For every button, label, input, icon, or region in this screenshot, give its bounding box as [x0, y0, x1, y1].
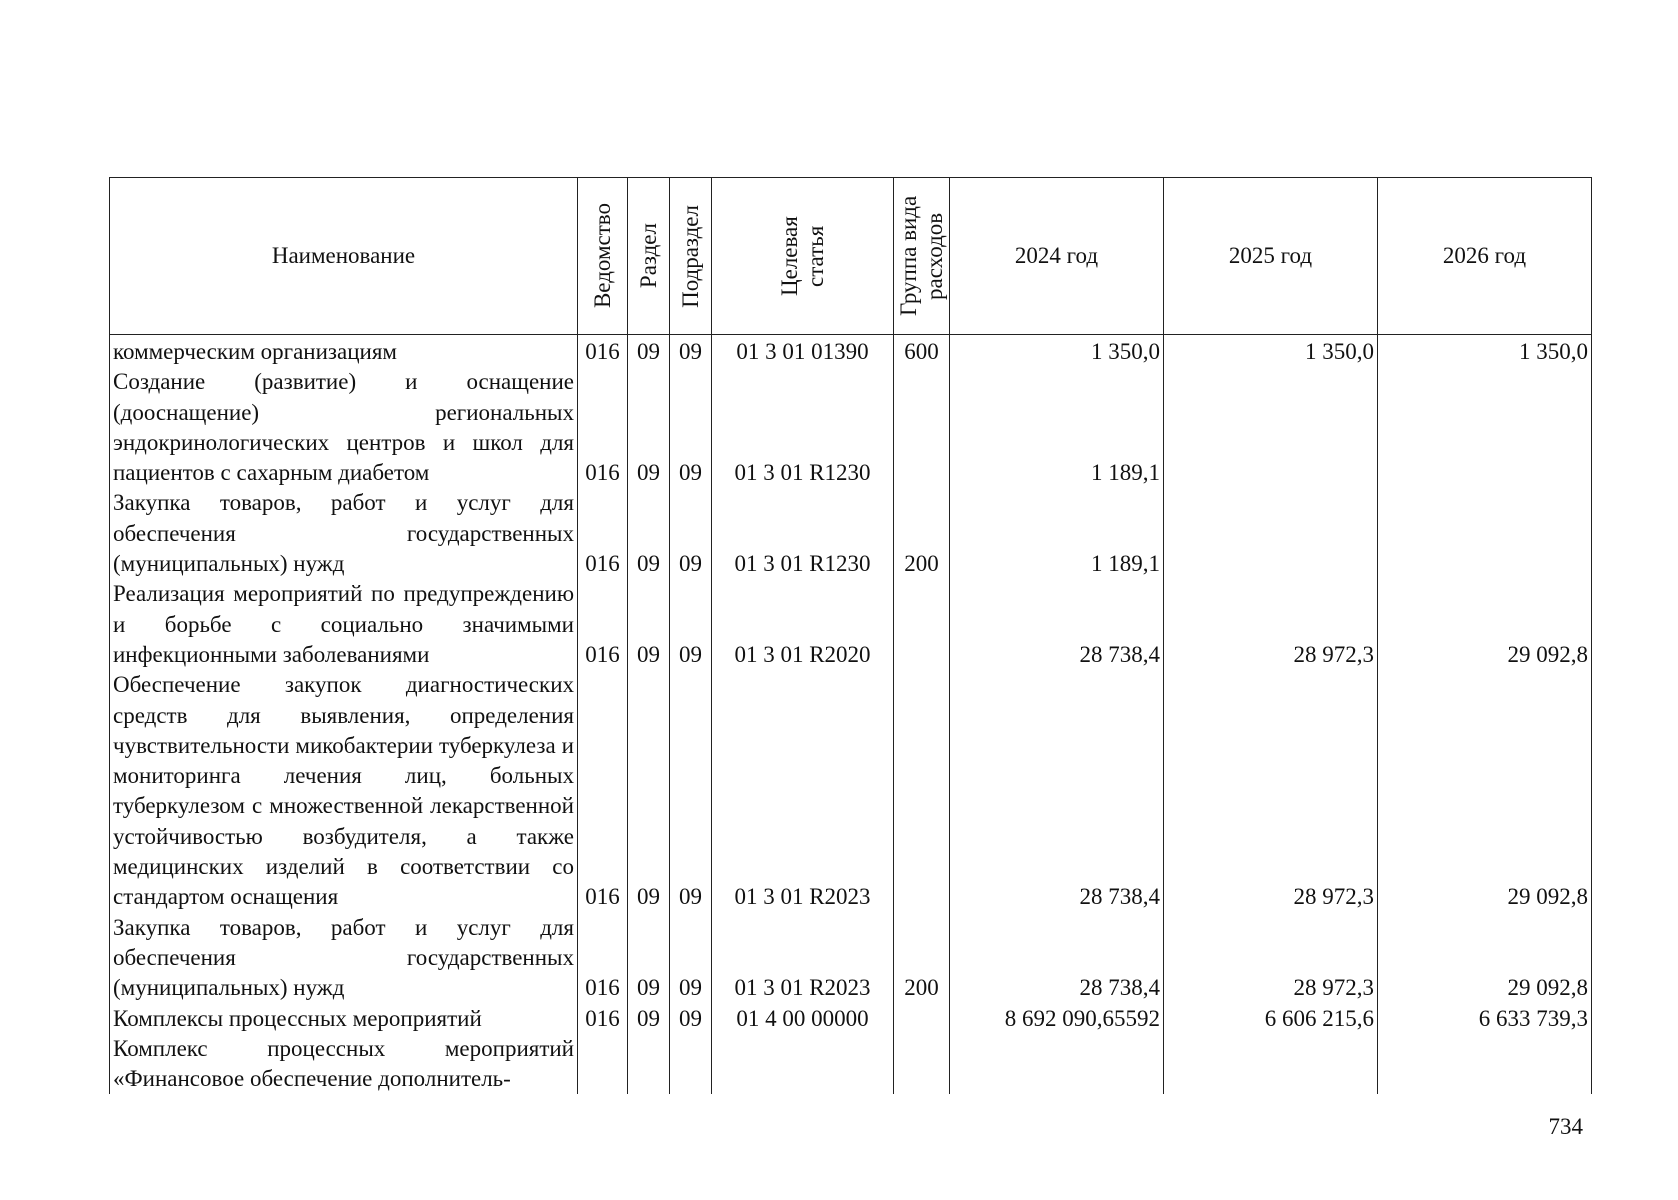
row-target-article: 01 3 01 R1230 [712, 488, 894, 579]
table-row [110, 335, 1592, 368]
row-expense-group [894, 1004, 950, 1034]
row-section [628, 1034, 670, 1095]
row-department: 016 [578, 367, 628, 488]
row-name: Обеспечение закупок диагностических средств для выявления, определения чувствительности микобактерии туберкулеза и мониторинга лечения лиц, больных туберкулезом с множественной лекарственной устойчивостью возбудителя, а также медицинских изделий в соответствии со стандартом оснащения [110, 670, 578, 912]
row-amount-2025: 6 606 215,6 [1164, 1004, 1378, 1034]
row-target-article: 01 3 01 R2023 [712, 670, 894, 912]
row-subsection: 09 [670, 367, 712, 488]
row-name: Реализация мероприятий по предупреждению и борьбе с социально значимыми инфекционными заболеваниями [110, 579, 578, 670]
row-amount-2026: 29 092,8 [1378, 579, 1592, 670]
header-subsection: Подраздел [670, 178, 712, 335]
row-department: 016 [578, 1004, 628, 1034]
row-subsection: 09 [670, 913, 712, 1004]
row-section: 09 [628, 1004, 670, 1034]
header-section: Раздел [628, 178, 670, 335]
table-row [110, 913, 1592, 1004]
page-number: 734 [1548, 1114, 1583, 1139]
row-amount-2026: 1 350,0 [1378, 335, 1592, 368]
row-target-article: 01 3 01 R1230 [712, 367, 894, 488]
row-amount-2026 [1378, 488, 1592, 579]
table-row [110, 670, 1592, 912]
row-department: 016 [578, 913, 628, 1004]
row-section: 09 [628, 367, 670, 488]
header-year-2026: 2026 год [1378, 178, 1592, 335]
table-row [110, 367, 1592, 488]
header-name: Наименование [110, 178, 578, 335]
row-target-article [712, 1034, 894, 1095]
row-amount-2024: 28 738,4 [950, 670, 1164, 912]
row-target-article: 01 4 00 00000 [712, 1004, 894, 1034]
row-amount-2024: 1 189,1 [950, 367, 1164, 488]
table-row [110, 1034, 1592, 1095]
table-header-row [110, 178, 1592, 335]
row-subsection: 09 [670, 670, 712, 912]
row-amount-2026: 29 092,8 [1378, 913, 1592, 1004]
row-expense-group [894, 1034, 950, 1095]
header-year-2024: 2024 год [950, 178, 1164, 335]
row-section: 09 [628, 913, 670, 1004]
row-section: 09 [628, 579, 670, 670]
row-department: 016 [578, 579, 628, 670]
row-expense-group [894, 367, 950, 488]
row-target-article: 01 3 01 R2020 [712, 579, 894, 670]
row-name: Закупка товаров, работ и услуг для обеспечения государственных (муниципальных) нужд [110, 488, 578, 579]
row-name: Закупка товаров, работ и услуг для обеспечения государственных (муниципальных) нужд [110, 913, 578, 1004]
row-department: 016 [578, 488, 628, 579]
row-name: Комплекс процессных мероприятий «Финансовое обеспечение дополнитель- [110, 1034, 578, 1095]
row-name: Создание (развитие) и оснащение (дооснащение) региональных эндокринологических центров и школ для пациентов с сахарным диабетом [110, 367, 578, 488]
row-target-article: 01 3 01 R2023 [712, 913, 894, 1004]
table-row [110, 488, 1592, 579]
header-department: Ведомство [578, 178, 628, 335]
row-amount-2024: 1 350,0 [950, 335, 1164, 368]
header-year-2025: 2025 год [1164, 178, 1378, 335]
row-amount-2025: 28 972,3 [1164, 913, 1378, 1004]
row-expense-group: 200 [894, 913, 950, 1004]
budget-table-container [109, 177, 1592, 1094]
row-amount-2026 [1378, 367, 1592, 488]
row-subsection: 09 [670, 579, 712, 670]
row-subsection [670, 1034, 712, 1095]
row-amount-2025 [1164, 1034, 1378, 1095]
row-expense-group: 200 [894, 488, 950, 579]
row-name: Комплексы процессных мероприятий [110, 1004, 578, 1034]
row-amount-2025: 1 350,0 [1164, 335, 1378, 368]
row-name: коммерческим организациям [110, 335, 578, 368]
row-department [578, 1034, 628, 1095]
row-target-article: 01 3 01 01390 [712, 335, 894, 368]
row-amount-2026: 6 633 739,3 [1378, 1004, 1592, 1034]
row-amount-2024: 28 738,4 [950, 579, 1164, 670]
row-subsection: 09 [670, 335, 712, 368]
row-section: 09 [628, 488, 670, 579]
row-amount-2025 [1164, 488, 1378, 579]
row-subsection: 09 [670, 1004, 712, 1034]
row-amount-2024 [950, 1034, 1164, 1095]
table-row [110, 579, 1592, 670]
row-amount-2024: 8 692 090,65592 [950, 1004, 1164, 1034]
row-expense-group: 600 [894, 335, 950, 368]
row-expense-group [894, 670, 950, 912]
row-expense-group [894, 579, 950, 670]
row-amount-2026 [1378, 1034, 1592, 1095]
table-row [110, 1004, 1592, 1034]
row-department: 016 [578, 670, 628, 912]
row-amount-2026: 29 092,8 [1378, 670, 1592, 912]
budget-table [109, 177, 1592, 1094]
header-expense-group: Группа вида расходов [894, 178, 950, 335]
row-section: 09 [628, 335, 670, 368]
row-department: 016 [578, 335, 628, 368]
header-target-article: Целевая статья [712, 178, 894, 335]
row-amount-2025 [1164, 367, 1378, 488]
row-amount-2025: 28 972,3 [1164, 579, 1378, 670]
row-amount-2024: 28 738,4 [950, 913, 1164, 1004]
row-amount-2025: 28 972,3 [1164, 670, 1378, 912]
row-amount-2024: 1 189,1 [950, 488, 1164, 579]
row-subsection: 09 [670, 488, 712, 579]
row-section: 09 [628, 670, 670, 912]
